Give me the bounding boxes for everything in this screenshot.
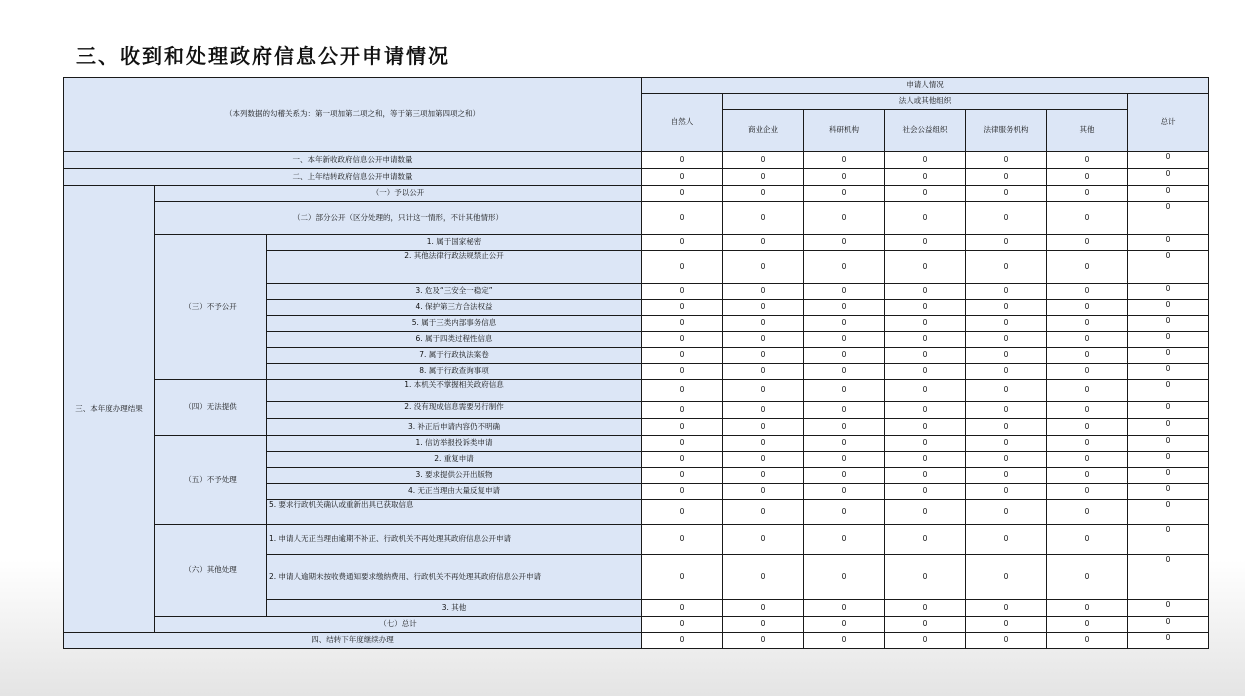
value-cell: 0 bbox=[966, 617, 1047, 633]
value-cell: 0 bbox=[804, 402, 885, 419]
value-cell: 0 bbox=[804, 251, 885, 284]
value-cell: 0 bbox=[885, 633, 966, 649]
row-label: 3. 危及“三安全一稳定” bbox=[267, 284, 642, 300]
value-cell: 0 bbox=[804, 364, 885, 380]
value-cell: 0 bbox=[885, 202, 966, 235]
value-cell: 0 bbox=[1047, 332, 1128, 348]
value-cell: 0 bbox=[723, 419, 804, 436]
value-cell: 0 bbox=[723, 235, 804, 251]
value-cell: 0 bbox=[804, 500, 885, 525]
value-cell: 0 bbox=[642, 419, 723, 436]
value-cell: 0 bbox=[804, 555, 885, 600]
value-cell: 0 bbox=[1047, 419, 1128, 436]
group-other-process-label: （六）其他处理 bbox=[155, 525, 267, 617]
row-label: 7. 属于行政执法案卷 bbox=[267, 348, 642, 364]
value-cell: 0 bbox=[1047, 186, 1128, 202]
value-cell: 0 bbox=[723, 186, 804, 202]
value-cell: 0 bbox=[804, 525, 885, 555]
value-cell: 0 bbox=[885, 364, 966, 380]
row-label: （七）总计 bbox=[155, 617, 642, 633]
value-cell: 0 bbox=[1047, 202, 1128, 235]
group-not-open-label: （三）不予公开 bbox=[155, 235, 267, 380]
value-cell: 0 bbox=[642, 202, 723, 235]
value-cell: 0 bbox=[804, 316, 885, 332]
value-cell: 0 bbox=[885, 600, 966, 617]
value-cell: 0 bbox=[1047, 452, 1128, 468]
value-cell: 0 bbox=[885, 617, 966, 633]
total-value-cell: 0 bbox=[1128, 500, 1209, 525]
value-cell: 0 bbox=[723, 617, 804, 633]
value-cell: 0 bbox=[966, 316, 1047, 332]
value-cell: 0 bbox=[885, 169, 966, 186]
value-cell: 0 bbox=[1047, 436, 1128, 452]
value-cell: 0 bbox=[1047, 525, 1128, 555]
row-label: 4. 保护第三方合法权益 bbox=[267, 300, 642, 316]
total-value-cell: 0 bbox=[1128, 419, 1209, 436]
table-row bbox=[64, 633, 1209, 649]
value-cell: 0 bbox=[723, 468, 804, 484]
row-label: 2. 申请人逾期未按收费通知要求缴纳费用、行政机关不再处理其政府信息公开申请 bbox=[267, 555, 642, 600]
value-cell: 0 bbox=[642, 235, 723, 251]
value-cell: 0 bbox=[642, 452, 723, 468]
row-label: 1. 本机关不掌握相关政府信息 bbox=[267, 380, 642, 402]
total-value-cell: 0 bbox=[1128, 251, 1209, 284]
value-cell: 0 bbox=[1047, 633, 1128, 649]
total-value-cell: 0 bbox=[1128, 235, 1209, 251]
value-cell: 0 bbox=[804, 484, 885, 500]
total-value-cell: 0 bbox=[1128, 364, 1209, 380]
value-cell: 0 bbox=[723, 380, 804, 402]
value-cell: 0 bbox=[723, 452, 804, 468]
value-cell: 0 bbox=[804, 202, 885, 235]
value-cell: 0 bbox=[723, 600, 804, 617]
commercial-header: 商业企业 bbox=[723, 110, 804, 152]
value-cell: 0 bbox=[885, 152, 966, 169]
value-cell: 0 bbox=[642, 316, 723, 332]
value-cell: 0 bbox=[1047, 402, 1128, 419]
table-row bbox=[64, 617, 1209, 633]
group-not-process-label: （五）不予处理 bbox=[155, 436, 267, 525]
application-stats-table bbox=[63, 77, 1209, 649]
total-value-cell: 0 bbox=[1128, 452, 1209, 468]
value-cell: 0 bbox=[966, 500, 1047, 525]
value-cell: 0 bbox=[966, 468, 1047, 484]
row-label: 5. 要求行政机关确认或重新出具已获取信息 bbox=[267, 500, 642, 525]
value-cell: 0 bbox=[1047, 500, 1128, 525]
value-cell: 0 bbox=[1047, 468, 1128, 484]
value-cell: 0 bbox=[966, 235, 1047, 251]
value-cell: 0 bbox=[966, 525, 1047, 555]
value-cell: 0 bbox=[885, 468, 966, 484]
row-label: 3. 要求提供公开出版物 bbox=[267, 468, 642, 484]
value-cell: 0 bbox=[1047, 484, 1128, 500]
value-cell: 0 bbox=[966, 364, 1047, 380]
value-cell: 0 bbox=[642, 617, 723, 633]
value-cell: 0 bbox=[966, 452, 1047, 468]
row-label: 二、上年结转政府信息公开申请数量 bbox=[64, 169, 642, 186]
row-label: 2. 重复申请 bbox=[267, 452, 642, 468]
row-label: 2. 其他法律行政法规禁止公开 bbox=[267, 251, 642, 284]
value-cell: 0 bbox=[804, 152, 885, 169]
value-cell: 0 bbox=[723, 169, 804, 186]
research-header: 科研机构 bbox=[804, 110, 885, 152]
value-cell: 0 bbox=[885, 525, 966, 555]
value-cell: 0 bbox=[885, 251, 966, 284]
total-header: 总计 bbox=[1128, 94, 1209, 152]
value-cell: 0 bbox=[885, 436, 966, 452]
value-cell: 0 bbox=[642, 152, 723, 169]
value-cell: 0 bbox=[723, 284, 804, 300]
value-cell: 0 bbox=[885, 348, 966, 364]
group-cannot-provide-label: （四）无法提供 bbox=[155, 380, 267, 436]
value-cell: 0 bbox=[642, 284, 723, 300]
table-row bbox=[64, 436, 1209, 452]
total-value-cell: 0 bbox=[1128, 436, 1209, 452]
row-label: 3. 补正后申请内容仍不明确 bbox=[267, 419, 642, 436]
table-note-header: （本列数据的勾稽关系为：第一项加第二项之和，等于第三项加第四项之和） bbox=[64, 78, 642, 152]
value-cell: 0 bbox=[642, 402, 723, 419]
value-cell: 0 bbox=[804, 300, 885, 316]
value-cell: 0 bbox=[723, 152, 804, 169]
value-cell: 0 bbox=[804, 235, 885, 251]
row-label: 4. 无正当理由大量反复申请 bbox=[267, 484, 642, 500]
row-label: 四、结转下年度继续办理 bbox=[64, 633, 642, 649]
total-value-cell: 0 bbox=[1128, 380, 1209, 402]
value-cell: 0 bbox=[804, 332, 885, 348]
total-value-cell: 0 bbox=[1128, 316, 1209, 332]
value-cell: 0 bbox=[723, 348, 804, 364]
table-row bbox=[64, 152, 1209, 169]
value-cell: 0 bbox=[966, 380, 1047, 402]
total-value-cell: 0 bbox=[1128, 468, 1209, 484]
value-cell: 0 bbox=[723, 633, 804, 649]
value-cell: 0 bbox=[1047, 235, 1128, 251]
value-cell: 0 bbox=[723, 555, 804, 600]
value-cell: 0 bbox=[642, 380, 723, 402]
row-label: （二）部分公开（区分处理的，只计这一情形，不计其他情形） bbox=[155, 202, 642, 235]
value-cell: 0 bbox=[642, 364, 723, 380]
value-cell: 0 bbox=[966, 484, 1047, 500]
total-value-cell: 0 bbox=[1128, 152, 1209, 169]
value-cell: 0 bbox=[885, 284, 966, 300]
row-label: 8. 属于行政查询事项 bbox=[267, 364, 642, 380]
value-cell: 0 bbox=[723, 436, 804, 452]
applicant-header: 申请人情况 bbox=[642, 78, 1209, 94]
table-row bbox=[64, 186, 1209, 202]
value-cell: 0 bbox=[885, 380, 966, 402]
total-value-cell: 0 bbox=[1128, 169, 1209, 186]
total-value-cell: 0 bbox=[1128, 186, 1209, 202]
value-cell: 0 bbox=[885, 186, 966, 202]
group-handled-label: 三、本年度办理结果 bbox=[64, 186, 155, 633]
value-cell: 0 bbox=[885, 402, 966, 419]
row-label: 6. 属于四类过程性信息 bbox=[267, 332, 642, 348]
value-cell: 0 bbox=[642, 555, 723, 600]
value-cell: 0 bbox=[885, 332, 966, 348]
value-cell: 0 bbox=[723, 300, 804, 316]
value-cell: 0 bbox=[885, 235, 966, 251]
value-cell: 0 bbox=[1047, 617, 1128, 633]
value-cell: 0 bbox=[723, 316, 804, 332]
value-cell: 0 bbox=[804, 380, 885, 402]
table-row bbox=[64, 169, 1209, 186]
value-cell: 0 bbox=[642, 332, 723, 348]
value-cell: 0 bbox=[642, 500, 723, 525]
value-cell: 0 bbox=[642, 169, 723, 186]
value-cell: 0 bbox=[642, 525, 723, 555]
total-value-cell: 0 bbox=[1128, 300, 1209, 316]
value-cell: 0 bbox=[723, 525, 804, 555]
value-cell: 0 bbox=[966, 332, 1047, 348]
table-body bbox=[64, 78, 1209, 649]
value-cell: 0 bbox=[642, 186, 723, 202]
total-value-cell: 0 bbox=[1128, 348, 1209, 364]
value-cell: 0 bbox=[885, 316, 966, 332]
row-label: （一）予以公开 bbox=[155, 186, 642, 202]
value-cell: 0 bbox=[804, 633, 885, 649]
value-cell: 0 bbox=[804, 169, 885, 186]
row-label: 5. 属于三类内部事务信息 bbox=[267, 316, 642, 332]
value-cell: 0 bbox=[1047, 300, 1128, 316]
table-row bbox=[64, 235, 1209, 251]
value-cell: 0 bbox=[1047, 169, 1128, 186]
value-cell: 0 bbox=[966, 284, 1047, 300]
value-cell: 0 bbox=[885, 500, 966, 525]
total-value-cell: 0 bbox=[1128, 402, 1209, 419]
value-cell: 0 bbox=[723, 402, 804, 419]
value-cell: 0 bbox=[885, 555, 966, 600]
value-cell: 0 bbox=[966, 152, 1047, 169]
row-label: 1. 申请人无正当理由逾期不补正、行政机关不再处理其政府信息公开申请 bbox=[267, 525, 642, 555]
value-cell: 0 bbox=[723, 202, 804, 235]
row-label: 一、本年新收政府信息公开申请数量 bbox=[64, 152, 642, 169]
value-cell: 0 bbox=[804, 436, 885, 452]
value-cell: 0 bbox=[966, 555, 1047, 600]
value-cell: 0 bbox=[966, 600, 1047, 617]
page-title: 三、收到和处理政府信息公开申请情况 bbox=[76, 44, 450, 68]
value-cell: 0 bbox=[723, 500, 804, 525]
value-cell: 0 bbox=[885, 419, 966, 436]
value-cell: 0 bbox=[966, 633, 1047, 649]
value-cell: 0 bbox=[1047, 152, 1128, 169]
value-cell: 0 bbox=[804, 600, 885, 617]
total-value-cell: 0 bbox=[1128, 600, 1209, 617]
value-cell: 0 bbox=[642, 348, 723, 364]
value-cell: 0 bbox=[642, 251, 723, 284]
total-value-cell: 0 bbox=[1128, 617, 1209, 633]
value-cell: 0 bbox=[804, 348, 885, 364]
row-label: 3. 其他 bbox=[267, 600, 642, 617]
value-cell: 0 bbox=[723, 484, 804, 500]
natural-person-header: 自然人 bbox=[642, 94, 723, 152]
other-header: 其他 bbox=[1047, 110, 1128, 152]
value-cell: 0 bbox=[1047, 284, 1128, 300]
value-cell: 0 bbox=[966, 402, 1047, 419]
value-cell: 0 bbox=[1047, 364, 1128, 380]
value-cell: 0 bbox=[966, 436, 1047, 452]
row-label: 1. 信访举报投诉类申请 bbox=[267, 436, 642, 452]
value-cell: 0 bbox=[804, 452, 885, 468]
value-cell: 0 bbox=[804, 617, 885, 633]
value-cell: 0 bbox=[1047, 600, 1128, 617]
value-cell: 0 bbox=[804, 419, 885, 436]
value-cell: 0 bbox=[804, 468, 885, 484]
value-cell: 0 bbox=[723, 332, 804, 348]
row-label: 2. 没有现成信息需要另行制作 bbox=[267, 402, 642, 419]
value-cell: 0 bbox=[885, 484, 966, 500]
value-cell: 0 bbox=[642, 633, 723, 649]
social-header: 社会公益组织 bbox=[885, 110, 966, 152]
value-cell: 0 bbox=[1047, 316, 1128, 332]
table-row bbox=[64, 202, 1209, 235]
value-cell: 0 bbox=[966, 169, 1047, 186]
total-value-cell: 0 bbox=[1128, 332, 1209, 348]
value-cell: 0 bbox=[642, 436, 723, 452]
value-cell: 0 bbox=[885, 300, 966, 316]
value-cell: 0 bbox=[885, 452, 966, 468]
value-cell: 0 bbox=[966, 251, 1047, 284]
value-cell: 0 bbox=[966, 419, 1047, 436]
value-cell: 0 bbox=[642, 600, 723, 617]
value-cell: 0 bbox=[642, 300, 723, 316]
table-row bbox=[64, 525, 1209, 555]
total-value-cell: 0 bbox=[1128, 633, 1209, 649]
value-cell: 0 bbox=[642, 484, 723, 500]
table-row bbox=[64, 380, 1209, 402]
value-cell: 0 bbox=[1047, 555, 1128, 600]
total-value-cell: 0 bbox=[1128, 525, 1209, 555]
value-cell: 0 bbox=[966, 348, 1047, 364]
value-cell: 0 bbox=[966, 186, 1047, 202]
total-value-cell: 0 bbox=[1128, 484, 1209, 500]
value-cell: 0 bbox=[1047, 251, 1128, 284]
value-cell: 0 bbox=[804, 284, 885, 300]
value-cell: 0 bbox=[642, 468, 723, 484]
value-cell: 0 bbox=[723, 251, 804, 284]
total-value-cell: 0 bbox=[1128, 202, 1209, 235]
total-value-cell: 0 bbox=[1128, 284, 1209, 300]
row-label: 1. 属于国家秘密 bbox=[267, 235, 642, 251]
legal-service-header: 法律服务机构 bbox=[966, 110, 1047, 152]
value-cell: 0 bbox=[1047, 348, 1128, 364]
value-cell: 0 bbox=[1047, 380, 1128, 402]
value-cell: 0 bbox=[804, 186, 885, 202]
value-cell: 0 bbox=[723, 364, 804, 380]
legal-person-group-header: 法人或其他组织 bbox=[723, 94, 1128, 110]
value-cell: 0 bbox=[966, 300, 1047, 316]
value-cell: 0 bbox=[966, 202, 1047, 235]
total-value-cell: 0 bbox=[1128, 555, 1209, 600]
